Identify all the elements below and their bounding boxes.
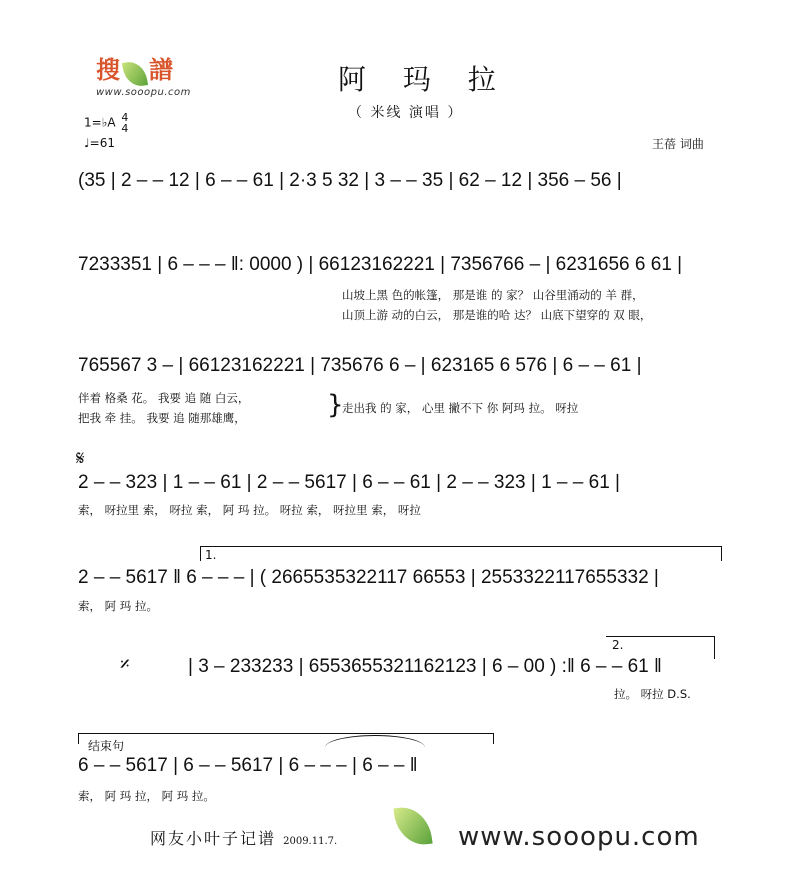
time-signature: 4 4 xyxy=(121,111,129,135)
credits: 王蓓 词曲 xyxy=(652,137,704,151)
second-ending-label: 2. xyxy=(612,638,624,652)
logo-url: www.sooopu.com xyxy=(96,86,191,98)
page-title: 阿 玛 拉 xyxy=(338,63,510,96)
score-line-6: | 3 – 233233 | 6553655321162123 | 6 – 00 ) :‖ 6 – – 61 ‖ xyxy=(188,656,662,677)
lyrics-line-3-shared: 走出我 的 家， 心里 撇不下 你 阿玛 拉。 呀拉 xyxy=(342,401,579,415)
lyrics-line-3-verse-1: 伴着 格桑 花。 我要 追 随 白云， xyxy=(78,391,250,405)
footer-url: www.sooopu.com xyxy=(458,822,700,852)
key-signature xyxy=(84,112,128,134)
lyrics-line-2-verse-2: 山顶上游 动的白云， 那是谁的哈 达？ 山底下望穿的 双 眼， xyxy=(342,308,652,322)
segno-sign: 𝄋 xyxy=(76,446,85,470)
key-label: 1=♭A xyxy=(84,115,116,130)
lyrics-line-4: 索， 呀拉里 索， 呀拉 索， 阿 玛 拉。 呀拉 索， 呀拉里 索， 呀拉 xyxy=(78,503,421,517)
score-line-2: 7233351 | 6 – – – ‖: 0000 ) | 66123162221 | 7356766 – | 6231656 6 61 | xyxy=(78,254,683,275)
verse-brace: } xyxy=(327,390,344,420)
tempo-marking: ♩=61 xyxy=(84,136,115,150)
lyrics-line-6: 拉。 呀拉 D.S. xyxy=(614,687,691,701)
site-logo xyxy=(96,50,191,98)
score-line-7: 6 – – 5617 | 6 – – 5617 | 6 – – – | 6 – – ‖ xyxy=(78,755,418,776)
logo-char-left: 搜 xyxy=(96,55,121,84)
performer-subtitle: （ 米线 演唱 ） xyxy=(348,105,464,121)
logo-char-right: 譜 xyxy=(149,55,174,84)
score-line-4: 2 – – 323 | 1 – – 61 | 2 – – 5617 | 6 – – 61 | 2 – – 323 | 1 – – 61 | xyxy=(78,472,620,493)
transcriber-name: 网友小叶子记谱 xyxy=(150,829,277,848)
repeat-measure-sign: 𝄎 xyxy=(120,652,130,676)
coda-label: 结束句 xyxy=(88,739,125,753)
leaf-icon xyxy=(122,59,148,88)
footer-leaf-icon xyxy=(396,806,430,850)
transcriber-signature xyxy=(150,826,337,849)
first-ending-bracket xyxy=(200,546,722,561)
coda-bracket xyxy=(78,733,494,744)
score-line-1: (35 | 2 – – 12 | 6 – – 61 | 2·3 5 32 | 3 – – 35 | 62 – 12 | 356 – 56 | xyxy=(78,170,622,191)
first-ending-label: 1. xyxy=(205,548,217,562)
score-line-5: 2 – – 5617 ‖ 6 – – – | ( 2665535322117 66553 | 2553322117655332 | xyxy=(78,567,659,588)
lyrics-line-7: 索， 阿 玛 拉， 阿 玛 拉。 xyxy=(78,789,215,803)
lyrics-line-5: 索， 阿 玛 拉。 xyxy=(78,599,158,613)
lyrics-line-2-verse-1: 山坡上黑 色的帐篷， 那是谁 的 家？ 山谷里涌动的 羊 群， xyxy=(342,288,644,302)
score-line-3: 765567 3 – | 66123162221 | 735676 6 – | 623165 6 576 | 6 – – 61 | xyxy=(78,355,642,376)
transcription-date: 2009.11.7. xyxy=(283,836,338,847)
lyrics-line-3-verse-2: 把我 牵 挂。 我要 追 随那雄鹰， xyxy=(78,411,246,425)
